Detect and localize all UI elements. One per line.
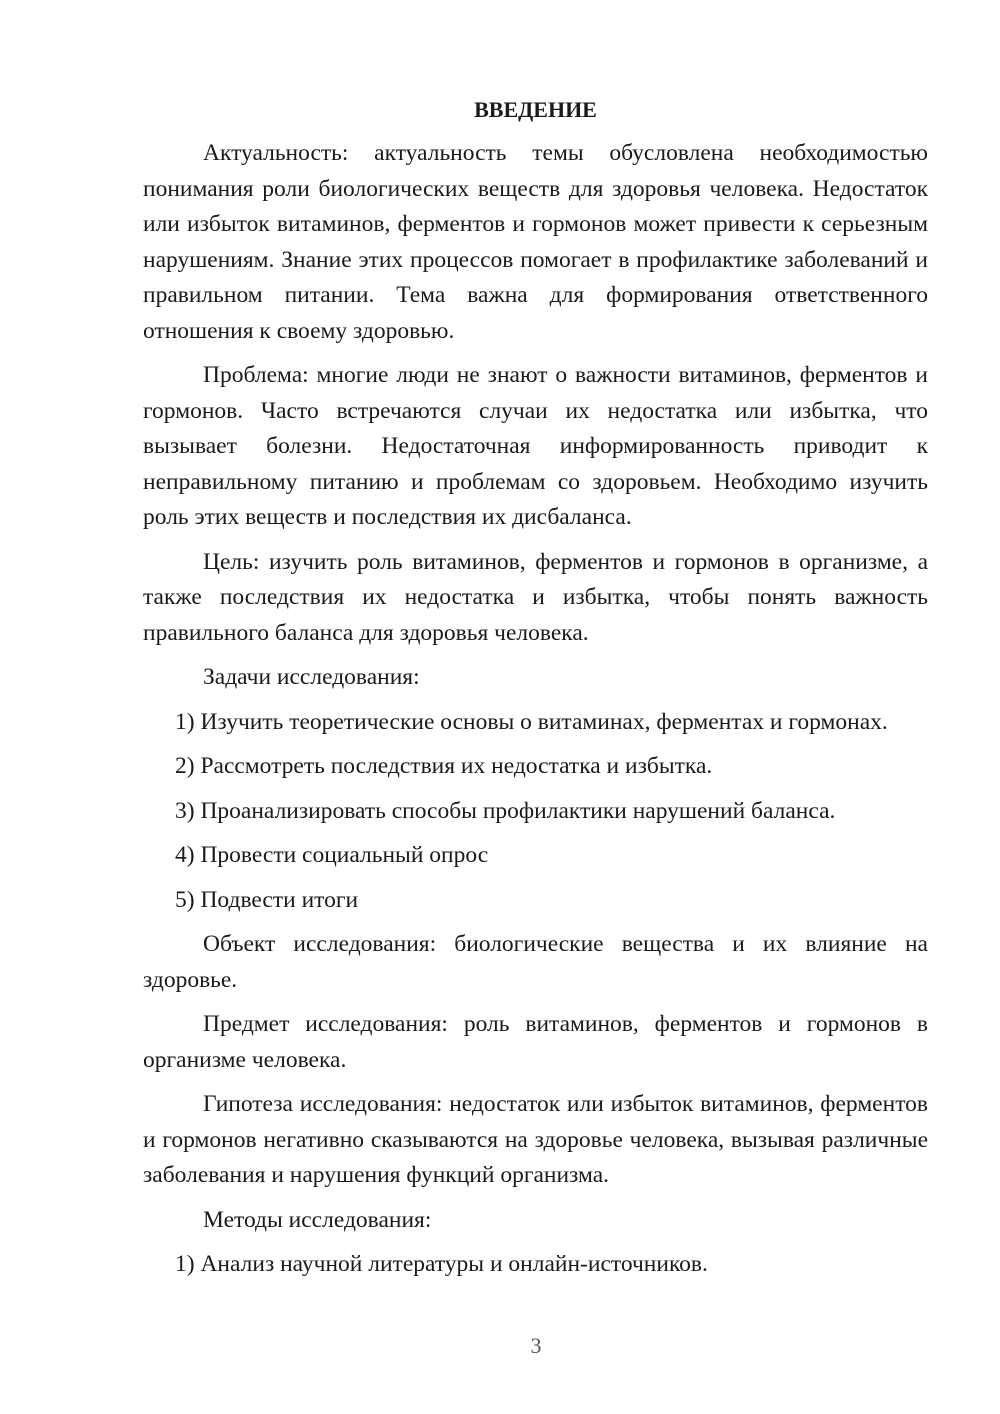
list-item: 1) Анализ научной литературы и онлайн-источников. bbox=[175, 1251, 708, 1277]
list-item: 4) Провести социальный опрос bbox=[175, 842, 489, 868]
page-content bbox=[143, 96, 928, 1292]
list-item: 5) Подвести итоги bbox=[175, 886, 359, 913]
methods-label: Методы исследования: bbox=[203, 1206, 432, 1233]
subject-paragraph: Предмет исследования: роль витаминов, ферментов и гормонов в организме человека. bbox=[143, 1011, 928, 1073]
tasks-list bbox=[143, 705, 928, 919]
hypothesis-paragraph: Гипотеза исследования: недостаток или избыток витаминов, ферментов и гормонов негативно сказываются на здоровье человека, вызывая различные заболевания и нарушения функций организма. bbox=[143, 1091, 928, 1188]
relevance-paragraph: Актуальность: актуальность темы обусловлена необходимостью понимания роли биологических веществ для здоровья человека. Недостаток или избыток витаминов, ферментов и гормонов может привести к серьезным нарушениям. Знание этих процессов помогает в профилактике заболеваний и правильном питании. Тема важна для формирования ответственного отношения к своему здоровью. bbox=[143, 140, 928, 344]
goal-paragraph: Цель: изучить роль витаминов, ферментов и гормонов в организме, а также последствия их недостатка и избытка, чтобы понять важность правильного баланса для здоровья человека. bbox=[143, 548, 928, 646]
list-item: 3) Проанализировать способы профилактики нарушений баланса. bbox=[175, 797, 836, 824]
page-number: 3 bbox=[530, 1333, 542, 1358]
list-item: 2) Рассмотреть последствия их недостатка и избытка. bbox=[175, 753, 713, 779]
methods-list bbox=[143, 1247, 928, 1283]
problem-paragraph: Проблема: многие люди не знают о важности витаминов, ферментов и гормонов. Часто встречаются случаи их недостатка или избытка, что вызывает болезни. Недостаточная информированность приводит к неправильному питанию и проблемам со здоровьем. Необходимо изучить роль этих веществ и последствия их дисбаланса. bbox=[143, 362, 928, 530]
object-paragraph: Объект исследования: биологические вещества и их влияние на здоровье. bbox=[143, 931, 928, 993]
list-item: 1) Изучить теоретические основы о витаминах, ферментах и гормонах. bbox=[175, 708, 888, 735]
section-heading: ВВЕДЕНИЕ bbox=[474, 97, 597, 122]
tasks-label: Задачи исследования: bbox=[203, 664, 420, 690]
